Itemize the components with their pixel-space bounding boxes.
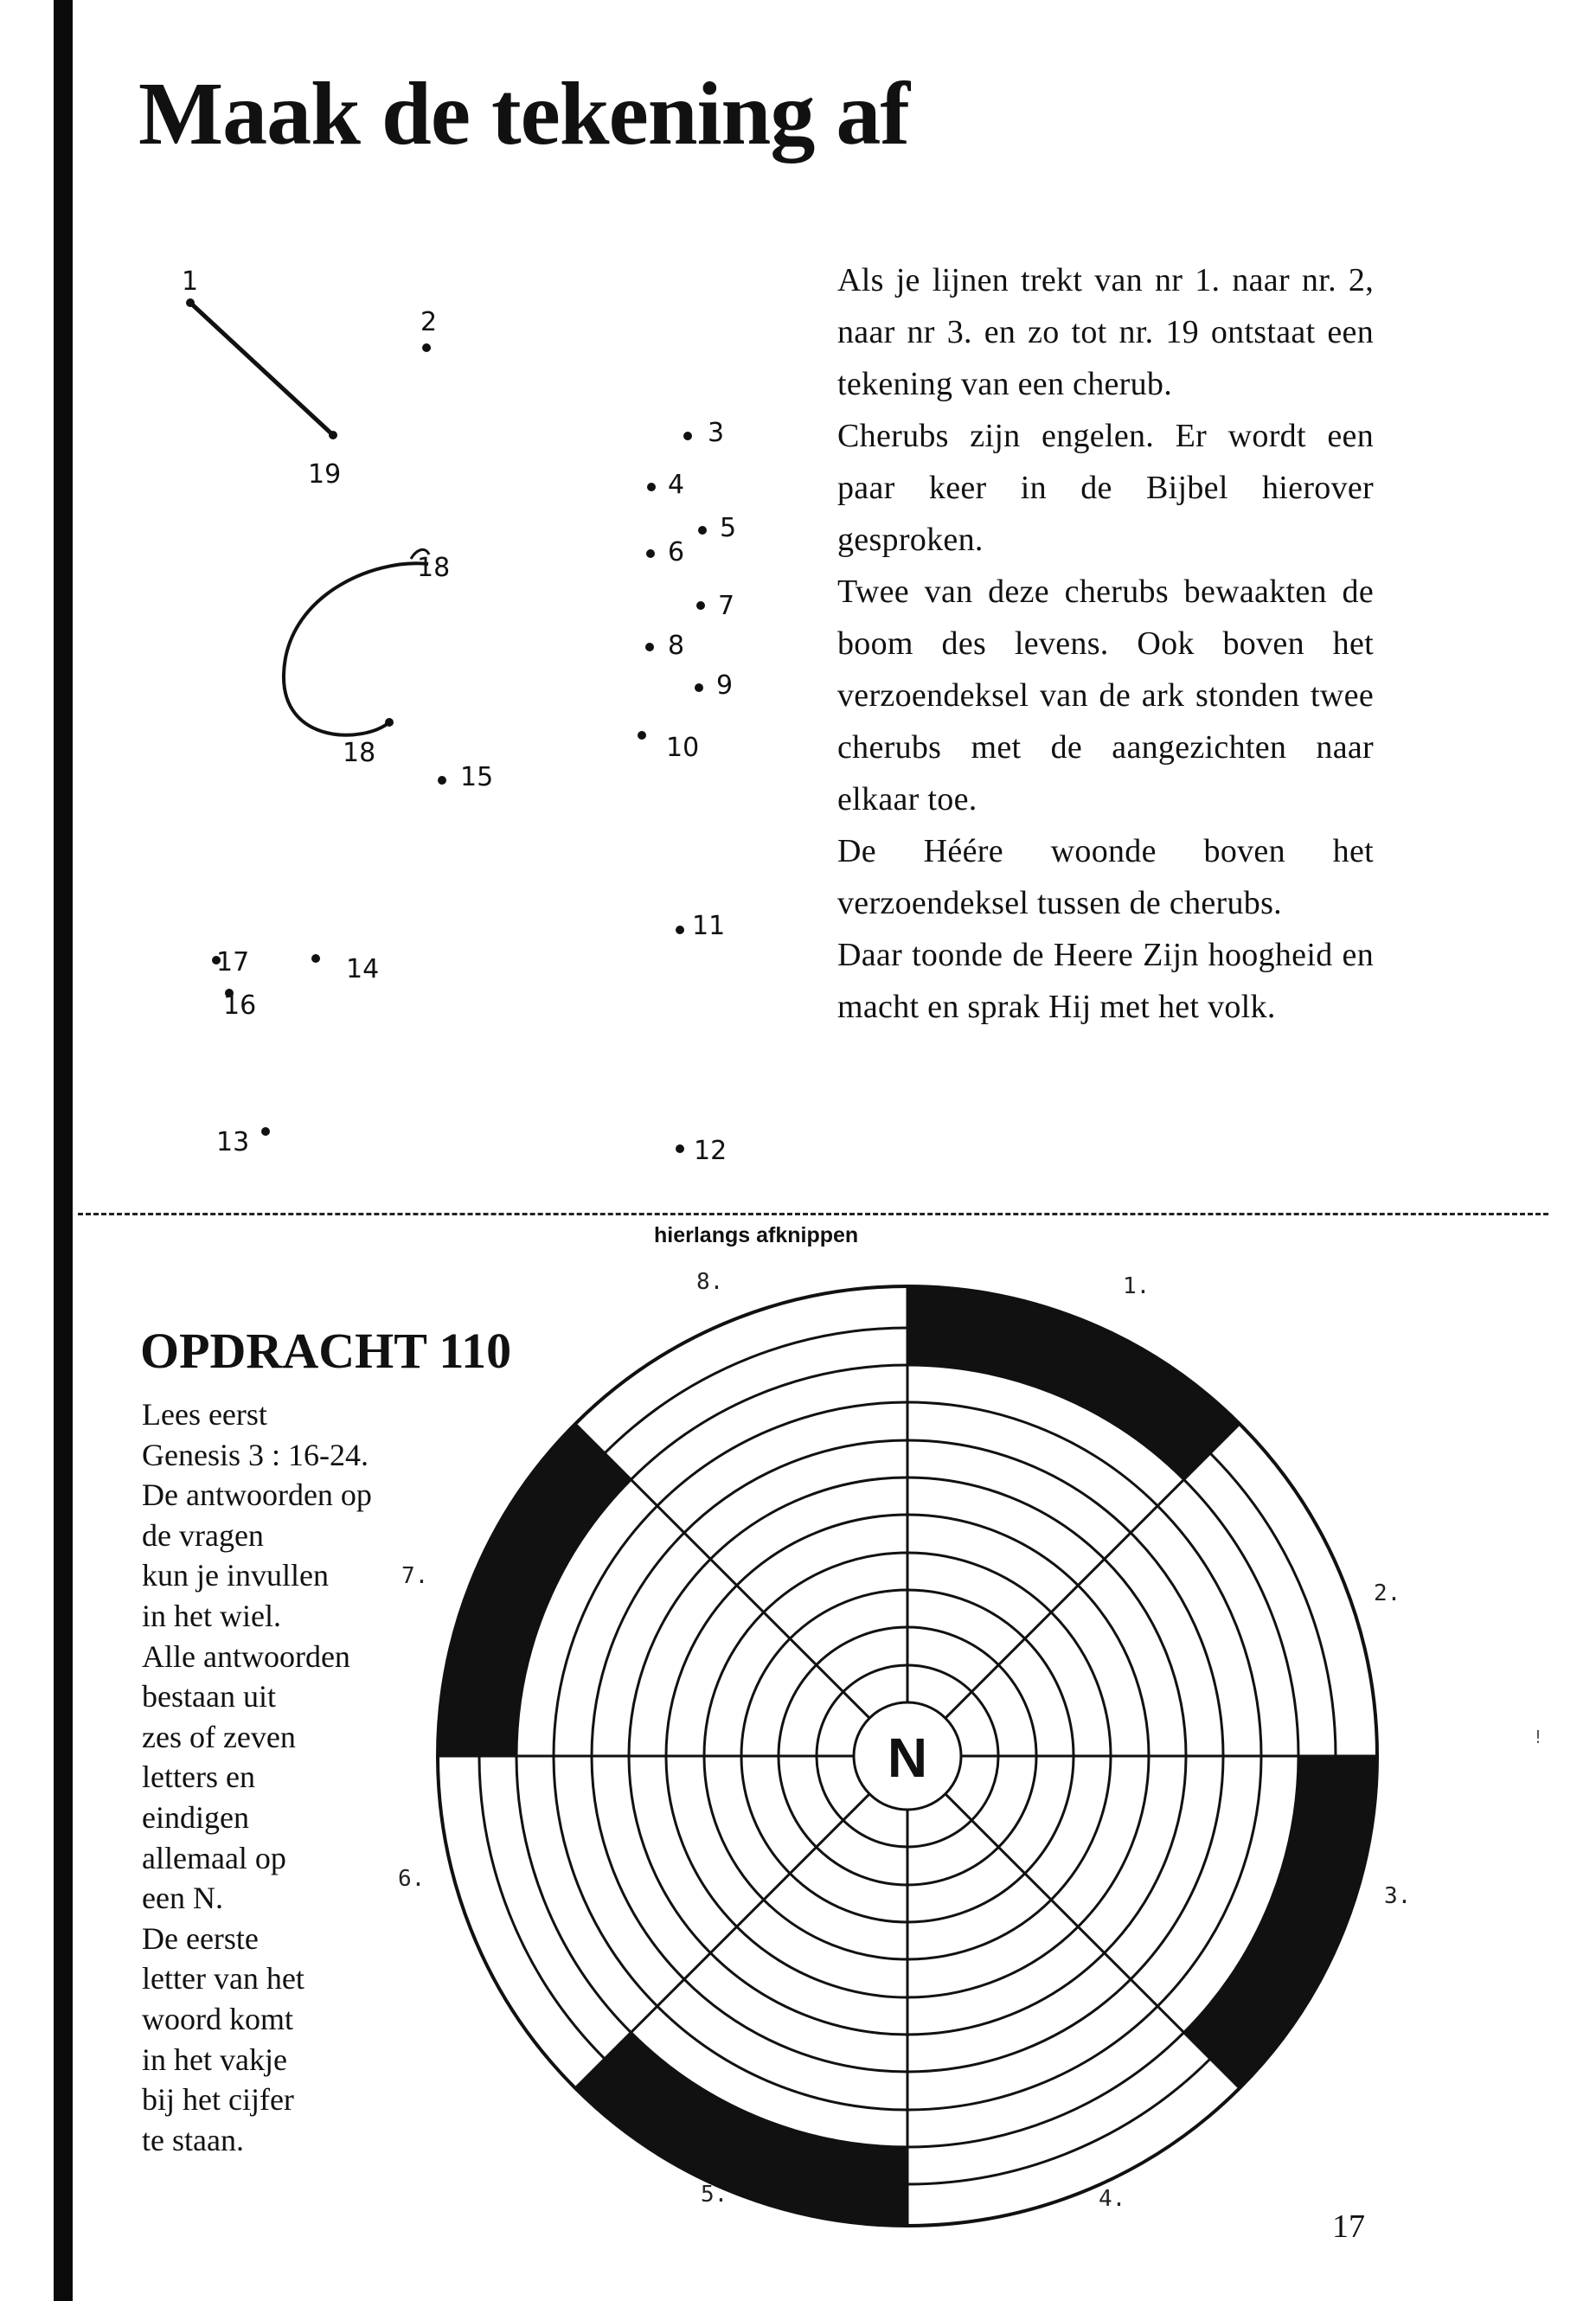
task-line: allemaal op	[142, 1840, 286, 1875]
task-line: eindigen	[142, 1799, 249, 1835]
dot-11	[676, 926, 684, 934]
intro-paragraph-5: Daar toonde de Heere Zijn hoogheid en macht en sprak Hij met het volk.	[837, 937, 1374, 1025]
dot-15	[438, 776, 446, 785]
wheel-number-7: 7.	[401, 1563, 429, 1589]
page-title: Maak de tekening af	[138, 64, 909, 163]
wheel-number-1: 1.	[1123, 1273, 1151, 1299]
task-line: Genesis 3 : 16-24.	[142, 1437, 369, 1472]
task-line: De antwoorden op	[142, 1477, 372, 1513]
wheel-number-2: 2.	[1374, 1580, 1401, 1606]
task-line: bestaan uit	[142, 1679, 276, 1715]
dot-label-15: 15	[460, 762, 494, 792]
task-line: in het vakje	[142, 2041, 287, 2077]
task-line: bij het cijfer	[142, 2082, 294, 2118]
intro-text	[837, 254, 1374, 1033]
stray-mark: !	[1535, 1727, 1542, 1747]
dot-label-9: 9	[716, 670, 734, 701]
wheel-number-3: 3.	[1384, 1883, 1412, 1909]
task-line: De eerste	[142, 1920, 259, 1956]
dot-labels	[182, 266, 736, 1166]
dot-2	[422, 343, 431, 352]
dot-label-6: 6	[668, 537, 685, 567]
dot-1	[186, 298, 195, 307]
intro-paragraph-4: De Héére woonde boven het verzoendeksel tussen de cherubs.	[837, 833, 1374, 921]
intro-paragraph-2: Cherubs zijn engelen. Er wordt een paar keer in de Bijbel hierover gesproken.	[837, 418, 1374, 558]
dot-label-14: 14	[346, 954, 380, 984]
dot-label-18: 18	[343, 738, 376, 768]
dot-5	[698, 526, 707, 535]
cherub-curve	[284, 563, 428, 734]
task-title: OPDRACHT 110	[140, 1323, 512, 1379]
wheel-number-8: 8.	[696, 1269, 724, 1295]
dot-label-11: 11	[692, 911, 726, 941]
task-line: letter van het	[142, 1961, 304, 1997]
center-letter: N	[887, 1727, 928, 1789]
task-line: zes of zeven	[142, 1719, 296, 1754]
dot-12	[676, 1144, 684, 1153]
dot-label-2: 2	[420, 307, 438, 337]
dot-7	[696, 601, 705, 610]
dot-label-19: 19	[308, 459, 342, 490]
wheel-number-4: 4.	[1099, 2186, 1126, 2212]
dot-label-3: 3	[708, 418, 725, 448]
dot-19	[329, 431, 337, 439]
dot-8	[645, 643, 654, 651]
wheel-number-5: 5.	[701, 2182, 728, 2208]
dot-6	[646, 549, 655, 558]
dot-label-12: 12	[694, 1136, 727, 1166]
dot-label-10: 10	[666, 733, 700, 763]
dot-13	[261, 1127, 270, 1136]
intro-paragraph-1: Als je lijnen trekt van nr 1. naar nr. 2, naar nr 3. en zo tot nr. 19 ontstaat een tekening van een cherub.	[837, 262, 1374, 402]
dot-label-16: 16	[223, 990, 257, 1021]
task-instructions	[142, 1394, 427, 2160]
dot-4	[647, 483, 656, 491]
dot-label-8: 8	[668, 631, 685, 661]
dot-label-7: 7	[718, 591, 735, 621]
dot-to-dot-puzzle	[130, 251, 822, 1176]
dot-3	[683, 432, 692, 440]
dot-label-18-near-hook: 18	[417, 553, 451, 583]
dot-14	[311, 954, 320, 963]
dot-label-1: 1	[182, 266, 199, 297]
cut-label: hierlangs afknippen	[654, 1223, 859, 1247]
dot-10	[638, 731, 646, 740]
line-1-19	[190, 303, 333, 435]
dot-9	[695, 683, 703, 692]
wheel-number-6: 6.	[398, 1866, 426, 1892]
dot-label-13: 13	[216, 1127, 250, 1157]
task-line: de vragen	[142, 1517, 264, 1553]
task-line: kun je invullen	[142, 1558, 329, 1593]
answer-wheel	[398, 1246, 1505, 2249]
task-line: Lees eerst	[142, 1397, 267, 1432]
task-line: woord komt	[142, 2001, 293, 2036]
intro-paragraph-3: Twee van deze cherubs bewaakten de boom des levens. Ook boven het verzoendeksel van de ark stonden twee cherubs met de aangezichten naar elkaar toe.	[837, 574, 1374, 817]
dot-18	[385, 718, 394, 727]
dot-label-4: 4	[668, 470, 685, 500]
page-number: 17	[1332, 2208, 1365, 2245]
task-line: letters en	[142, 1759, 255, 1795]
cut-line	[78, 1213, 1548, 1215]
task-line: Alle antwoorden	[142, 1638, 350, 1674]
dot-label-17: 17	[216, 947, 250, 977]
dot-label-5: 5	[720, 513, 737, 543]
task-line: te staan.	[142, 2122, 244, 2157]
task-line: in het wiel.	[142, 1598, 281, 1633]
binding-edge	[54, 0, 73, 2301]
task-line: een N.	[142, 1881, 223, 1916]
dot-marks	[186, 298, 707, 1153]
